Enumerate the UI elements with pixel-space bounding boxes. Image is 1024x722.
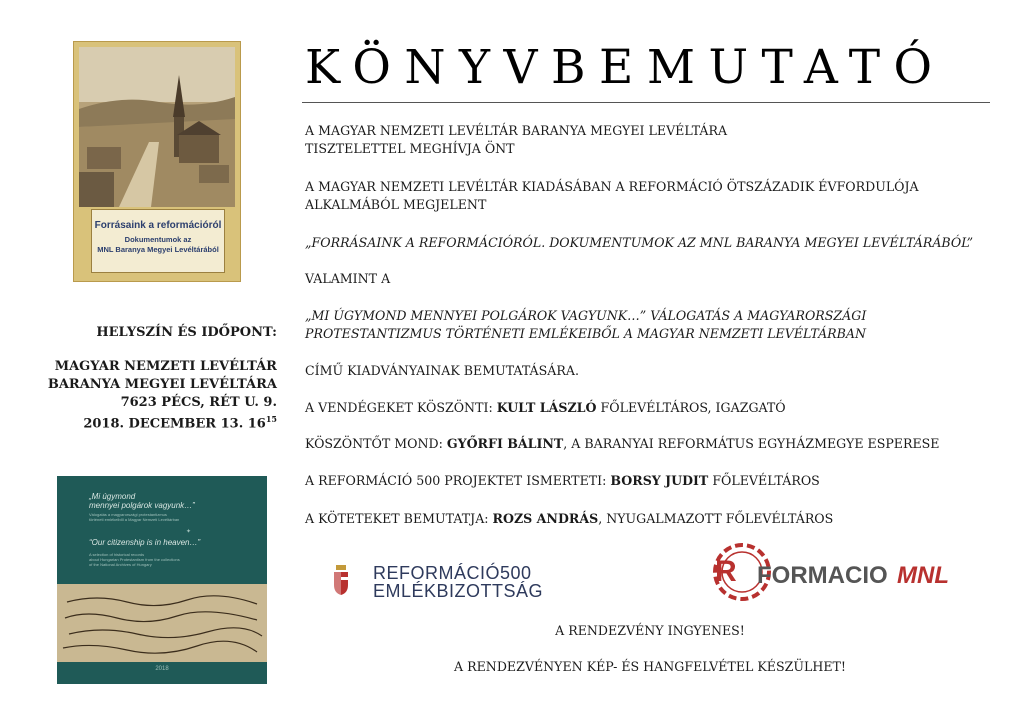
invitation-line: A MAGYAR NEMZETI LEVÉLTÁR BARANYA MEGYEI LEVÉLTÁRA [305,123,728,138]
recording-notice: A RENDEZVÉNYEN KÉP- ÉS HANGFELVÉTEL KÉSZÜLHET! [454,659,846,674]
church-photo-image [79,47,235,207]
venue-line-1: MAGYAR NEMZETI LEVÉLTÁR [54,359,277,374]
venue-date [83,411,277,432]
book-title-2-line: PROTESTANTIZMUS TÖRTÉNETI EMLÉKEIBŐL A MAGYAR NEMZETI LEVÉLTÁRBAN [305,326,867,341]
venue-address: 7623 PÉCS, RÉT U. 9. [120,395,277,410]
cover2-title-line: „Mi úgymond [89,492,136,501]
cover2-subtitle-line: Válogatás a magyarországi protestantizmus [89,512,167,517]
publication-paragraph [305,178,919,214]
invitation-paragraph [305,122,727,158]
welcome-line [305,399,786,417]
greeting-role: , A BARANYAI REFORMÁTUS EGYHÁZMEGYE ESPERESE [563,436,940,451]
and-text: VALAMINT A [305,271,391,286]
logo2-mnl: MNL [897,562,949,589]
venue-date-text: 2018. DECEMBER 13. 16 [83,416,266,432]
greeting-name: GYŐRFI BÁLINT [446,436,564,451]
cover2-subtitle-en [89,552,254,567]
reformacio500-logo [333,563,563,601]
cover2-title-en: “Our citizenship is in heaven…” [89,538,201,547]
cover2-subtitle-hu [89,512,254,522]
book-title-2-line: „MI ÚGYMOND MENNYEI POLGÁROK VAGYUNK…” VÁLOGATÁS A MAGYARORSZÁGI [305,308,867,323]
presenter-label: A KÖTETEKET BEMUTATJA: [305,511,493,526]
welcome-name: KULT LÁSZLÓ [496,400,597,415]
venue-time-minutes: 15 [265,414,277,424]
logo2-r-letter: R [715,555,737,588]
book-cover-mennyei-polgarok [57,476,267,684]
presentation-text: CÍMŰ KIADVÁNYAINAK BEMUTATÁSÁRA. [305,363,579,378]
presenter-name: ROZS ANDRÁS [492,511,599,526]
venue-heading: HELYSZÍN ÉS IDŐPONT: [96,325,277,340]
cover1-title-box [91,209,225,273]
book-title-2 [305,307,866,343]
presenter-role: , NYUGALMAZOTT FŐLEVÉLTÁROS [598,511,834,526]
star-ornament-icon: ✦ [186,528,192,535]
cover2-subtitle-line: történeti emlékeiből a Magyar Nemzeti Levéltárban [89,517,180,522]
logo1-line-2: EMLÉKBIZOTTSÁG [373,581,544,601]
project-name: BORSY JUDIT [610,473,709,488]
cover2-subtitle-line: A selection of historical records [89,552,145,557]
greeting-label: KÖSZÖNTŐT MOND: [305,436,447,451]
welcome-label: A VENDÉGEKET KÖSZÖNTI: [305,400,497,415]
cover2-title-line: mennyei polgárok vagyunk…” [89,501,195,510]
welcome-role: FŐLEVÉLTÁROS, IGAZGATÓ [596,400,786,415]
project-role: FŐLEVÉLTÁROS [708,473,820,488]
logo2-word: FORMACIO [757,562,888,589]
hungarian-crest-icon [333,565,349,595]
publication-line: A MAGYAR NEMZETI LEVÉLTÁR KIADÁSÁBAN A REFORMÁCIÓ ÖTSZÁZADIK ÉVFORDULÓJA [305,179,919,194]
cover2-year: 2018 [155,666,169,672]
presenter-line [305,510,833,528]
cover1-subtitle [92,235,224,255]
page-title: KÖNYVBEMUTATÓ [305,40,946,95]
cover1-title: Forrásaink a reformációról [94,220,222,231]
cover2-subtitle-line: about Hungarian Protestantism from the collections [89,557,180,562]
title-divider [302,102,990,103]
manuscript-image [57,584,267,662]
reformacio-mnl-logo [711,541,956,603]
book-title-1: „FORRÁSAINK A REFORMÁCIÓRÓL. DOKUMENTUMOK AZ MNL BARANYA MEGYEI LEVÉLTÁRÁBÓL” [305,235,974,250]
cover2-title [89,492,257,510]
publication-line: ALKALMÁBÓL MEGJELENT [305,197,487,212]
greeting-line [305,435,940,453]
project-label: A REFORMÁCIÓ 500 PROJEKTET ISMERTETI: [305,473,611,488]
cover1-subtitle-line: MNL Baranya Megyei Levéltárából [97,245,219,254]
venue-line-2: BARANYA MEGYEI LEVÉLTÁRA [47,377,277,392]
book-cover-forrasaink [73,41,241,282]
invitation-line: TISZTELETTEL MEGHÍVJA ÖNT [305,141,515,156]
free-event-notice: A RENDEZVÉNY INGYENES! [555,623,745,638]
project-line [305,472,820,490]
logo1-line-1: REFORMÁCIÓ500 [373,563,532,583]
cover1-subtitle-line: Dokumentumok az [124,235,192,244]
cover2-subtitle-line: of the National Archives of Hungary [89,562,152,567]
